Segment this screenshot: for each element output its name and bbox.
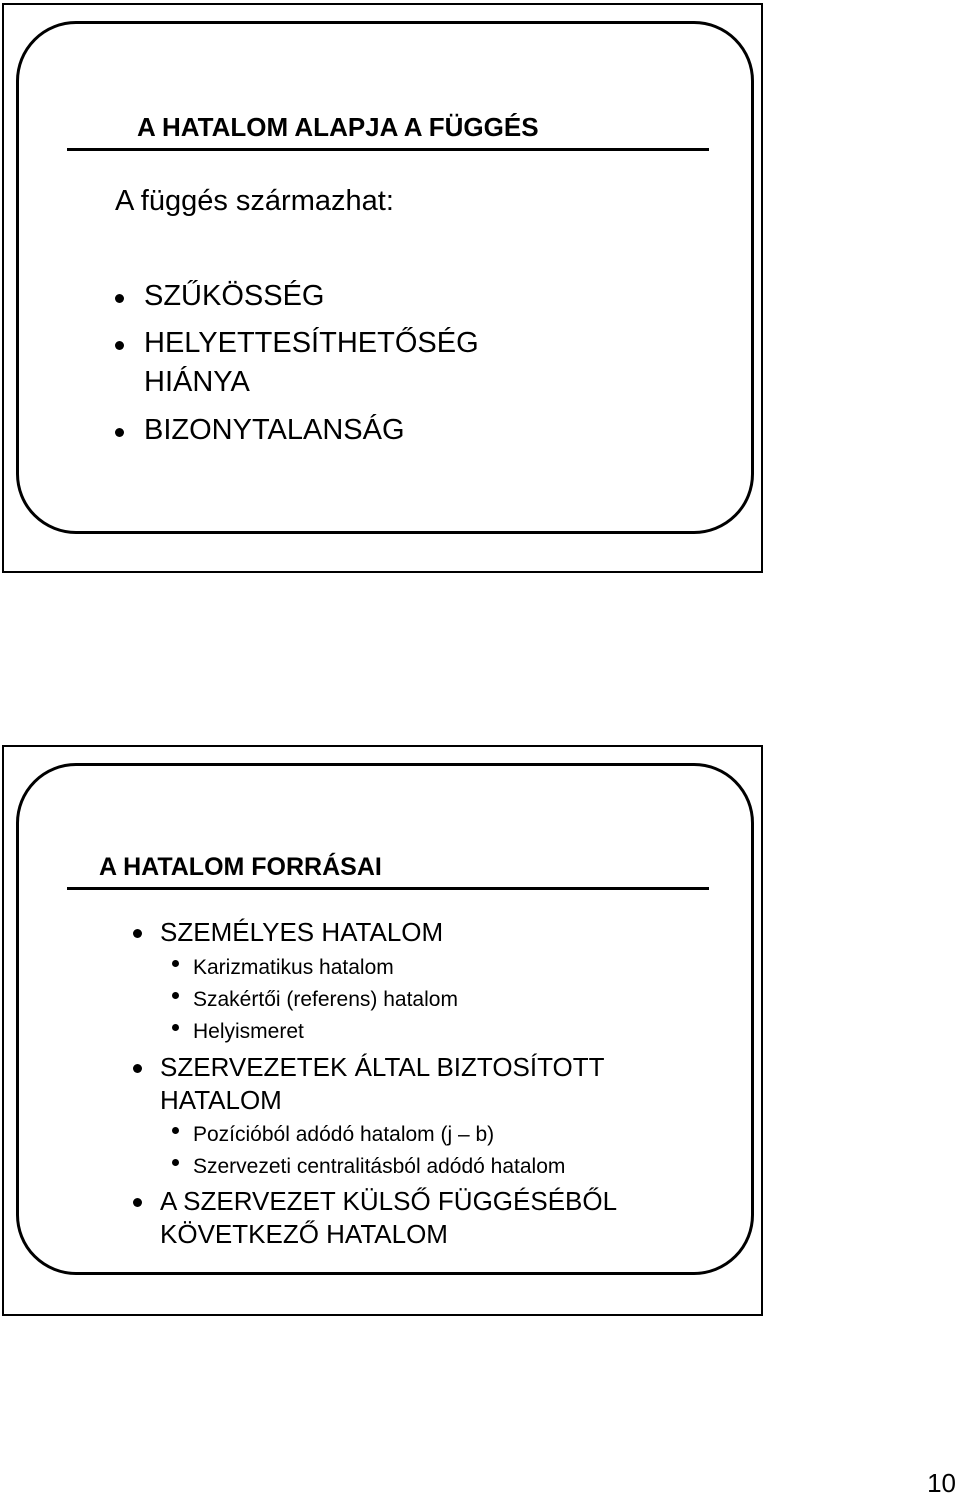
- slide-1: [2, 3, 763, 573]
- sub-list-item: Szervezeti centralitásból adódó hatalom: [193, 1155, 566, 1178]
- bullet-icon: [115, 341, 124, 350]
- list-item-continuation: KÖVETKEZŐ HATALOM: [160, 1219, 448, 1249]
- bullet-icon: [133, 1198, 142, 1207]
- list-item: HELYETTESÍTHETŐSÉG: [144, 327, 479, 359]
- sub-list-item: Szakértői (referens) hatalom: [193, 988, 458, 1011]
- sub-list-item: Pozícióból adódó hatalom (j – b): [193, 1123, 495, 1146]
- list-item: SZEMÉLYES HATALOM: [160, 917, 444, 947]
- slide-2: [2, 745, 763, 1316]
- slide-1-title-rule: [67, 148, 709, 151]
- list-item: A SZERVEZET KÜLSŐ FÜGGÉSÉBŐL: [160, 1186, 618, 1216]
- sub-list-item: Karizmatikus hatalom: [193, 956, 394, 979]
- bullet-icon: [133, 1064, 142, 1073]
- list-item: SZŰKÖSSÉG: [144, 280, 325, 312]
- sub-bullet-icon: [172, 992, 179, 999]
- slide-1-content-box: [16, 21, 754, 534]
- sub-list-item: Helyismeret: [193, 1020, 304, 1043]
- slide-2-title: A HATALOM FORRÁSAI: [99, 853, 382, 881]
- slide-1-intro: A függés származhat:: [115, 185, 394, 217]
- bullet-icon: [115, 294, 124, 303]
- sub-bullet-icon: [172, 1024, 179, 1031]
- slide-2-title-rule: [67, 887, 709, 890]
- bullet-icon: [115, 428, 124, 437]
- list-item: BIZONYTALANSÁG: [144, 414, 405, 446]
- slide-1-title: A HATALOM ALAPJA A FÜGGÉS: [137, 112, 539, 142]
- sub-bullet-icon: [172, 960, 179, 967]
- bullet-icon: [133, 929, 142, 938]
- list-item-continuation: HATALOM: [160, 1085, 282, 1115]
- sub-bullet-icon: [172, 1127, 179, 1134]
- sub-bullet-icon: [172, 1159, 179, 1166]
- list-item: SZERVEZETEK ÁLTAL BIZTOSÍTOTT: [160, 1052, 605, 1082]
- page-number: 10: [927, 1468, 956, 1498]
- list-item-continuation: HIÁNYA: [144, 366, 250, 398]
